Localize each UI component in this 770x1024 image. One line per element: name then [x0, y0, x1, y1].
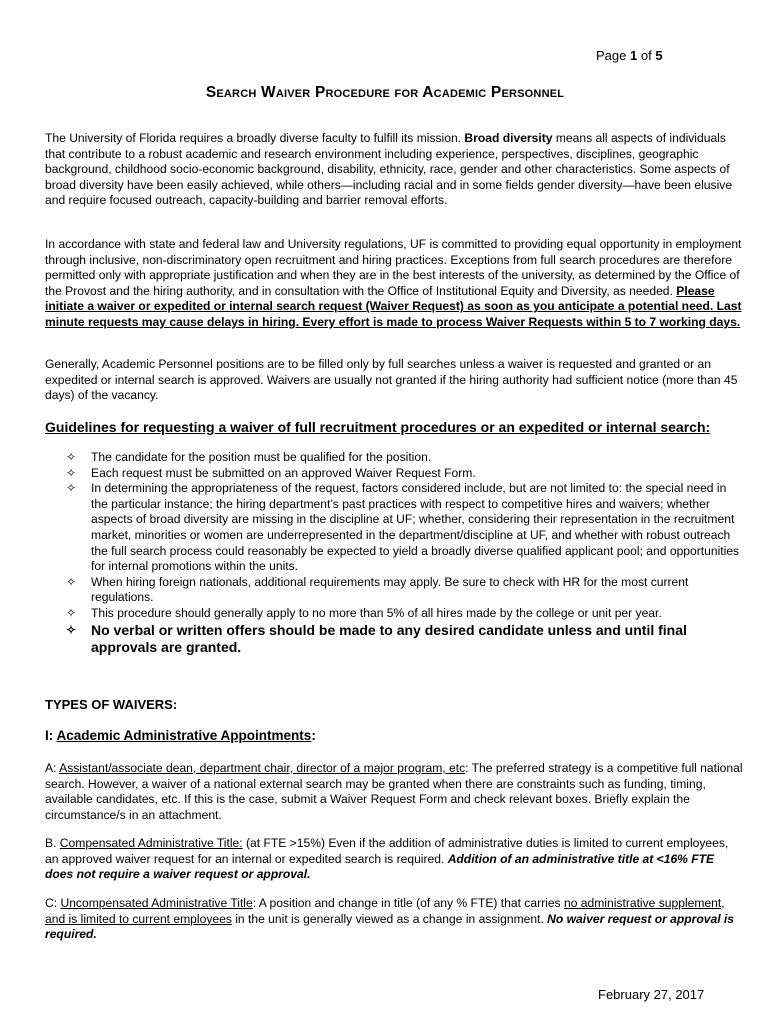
section-title: Academic Administrative Appointments	[56, 728, 312, 743]
list-item-text: Each request must be submitted on an approved Waiver Request Form.	[91, 465, 476, 480]
paragraph-b-title: Compensated Administrative Title:	[59, 836, 243, 850]
bullet-star-icon: ✧	[66, 605, 77, 620]
paragraph-c-condition: no administrative supplement, and is limited to current employees	[45, 896, 725, 926]
paragraph-b	[45, 836, 745, 883]
page-number	[596, 48, 663, 63]
paragraph-c	[45, 896, 745, 943]
page-total: 5	[655, 48, 663, 63]
bullet-star-icon: ✧	[66, 481, 77, 496]
document-title: Search Waiver Procedure for Academic Personnel	[205, 84, 565, 101]
page-prefix: Page	[596, 48, 627, 63]
list-item	[66, 606, 742, 622]
paragraph-c-note: No waiver request or approval is required.	[45, 911, 735, 942]
list-item-text: In determining the appropriateness of the request, factors considered include, but are not limited to: the special need in the particular instance; the hiring department’s past practices with respect to competitive hires and waivers; whether aspects of broad diversity are missing in the discipline at UF; whether, considering their representation in the recruitment market, minorities or women are underrepresented in the department/discipline at UF, and whether with robust outreach the full search process could reasonably be expected to yield a broadly diverse qualified applicant pool; and opportunities for internal promotions within the units.	[91, 481, 740, 574]
paragraph-a-label: A:	[45, 761, 60, 775]
list-item	[66, 450, 742, 466]
paragraph-c-text-2: in the unit is generally viewed as a change in assignment.	[231, 911, 548, 926]
footer-date: February 27, 2017	[598, 987, 705, 1002]
intro-text-start: The University of Florida requires a broadly diverse faculty to fulfill its mission.	[45, 131, 465, 145]
paragraph-a	[45, 761, 745, 823]
page-of: of	[640, 48, 652, 63]
page-current: 1	[630, 48, 638, 63]
paragraph-b-text: (at FTE >15%) Even if the addition of administrative duties is limited to current employees, an approved waiver request for an internal or expedited search is required.	[45, 836, 729, 866]
list-item-text: No verbal or written offers should be made to any desired candidate unless and until final approvals are granted.	[91, 621, 687, 655]
waiver-request-notice: Please initiate a waiver or expedited or internal search request (Waiver Request) as soon as you anticipate a potential need. Last minute requests may cause delays in hiring. Every effort is made to process Waiver Requests within 5 to 7 working days.	[45, 283, 742, 329]
guidelines-list	[66, 450, 742, 656]
equal-opportunity-text: In accordance with state and federal law and University regulations, UF is committed to providing equal opportunity in employment through inclusive, non-discriminatory open recruitment and hiring practices. Exceptions from full search procedures are therefore permitted only with appropriate justification and when they are in the best interests of the university, as determined by the Office of the Provost and the hiring authority, and in consultation with the Office of Institutional Equity and Diversity, as needed.	[45, 237, 742, 298]
bullet-star-icon: ✧	[66, 450, 77, 464]
paragraph-a-roles: Assistant/associate dean, department chair, director of a major program, etc	[59, 761, 466, 775]
intro-paragraph-equal-opportunity	[45, 237, 745, 331]
paragraph-c-text: : A position and change in title (of any % FTE) that carries	[252, 896, 564, 910]
list-item-text: The candidate for the position must be qualified for the position.	[91, 450, 432, 464]
types-of-waivers-heading: TYPES OF WAIVERS:	[45, 697, 178, 712]
section-heading-academic-administrative	[45, 728, 316, 743]
bullet-star-icon: ✧	[66, 574, 77, 589]
list-item	[66, 481, 742, 575]
list-item	[66, 466, 742, 482]
list-item-text: When hiring foreign nationals, additional requirements may apply. Be sure to check with HR for the most current regulations.	[91, 574, 689, 605]
paragraph-b-note: Addition of an administrative title at <16% FTE does not require a waiver request or approval.	[45, 851, 715, 882]
paragraph-a-text: : The preferred strategy is a competitive full national search. However, a waiver of a national external search may be granted when there are constraints such as funding, timing, available candidates, etc. If this is the case, submit a Waiver Request Form and check relevant boxes. Briefly explain the circumstance/s in an attachment.	[45, 761, 743, 822]
list-item-text: This procedure should generally apply to no more than 5% of all hires made by the college or unit per year.	[91, 605, 662, 620]
intro-paragraph-general: Generally, Academic Personnel positions are to be filled only by full searches unless a waiver is requested and granted or an expedited or internal search is approved. Waivers are usually not granted if the hiring authority had sufficient notice (more than 45 days) of the vacancy.	[45, 357, 738, 403]
paragraph-b-label: B.	[45, 836, 60, 850]
guidelines-heading: Guidelines for requesting a waiver of full recruitment procedures or an expedited or internal search:	[45, 419, 711, 435]
broad-diversity-term: Broad diversity	[464, 131, 553, 145]
section-suffix: :	[311, 728, 316, 743]
section-prefix: I:	[45, 728, 57, 743]
bullet-star-icon: ✧	[66, 622, 77, 637]
intro-text-end: means all aspects of individuals that contribute to a robust academic and research environment including experience, perspectives, disciplines, geographic background, childhood socio-economic background, disability, ethnicity, race, gender and other characteristics. Some aspects of broad diversity have been easily achieved, while others—including racial and in some fields gender diversity—have been elusive and require focused outreach, capacity-building and barrier removal efforts.	[45, 131, 733, 208]
bullet-star-icon: ✧	[66, 465, 77, 480]
list-item	[66, 575, 742, 606]
list-item	[66, 622, 742, 656]
paragraph-c-title: Uncompensated Administrative Title	[60, 896, 253, 910]
paragraph-c-label: C:	[45, 896, 61, 910]
intro-paragraph-diversity	[45, 131, 735, 209]
